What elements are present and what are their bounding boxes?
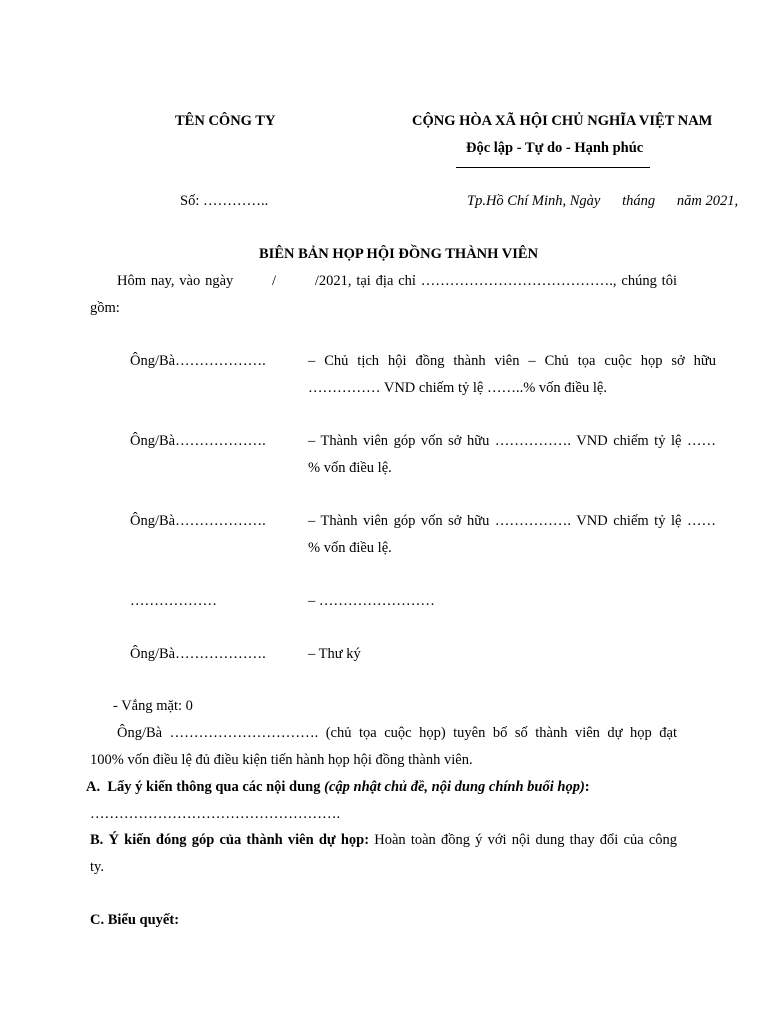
member-name: Ông/Bà………………. [130,646,266,662]
member-role: – Thành viên góp vốn sở hữu ……………. VND chiếm tỷ lệ …… [308,513,716,529]
member-role-cont: % vốn điều lệ. [308,460,392,476]
section-a-label: A. Lấy ý kiến thông qua các nội dung [86,779,325,795]
section-a-colon: : [584,779,590,795]
country-name: CỘNG HÒA XÃ HỘI CHỦ NGHĨA VIỆT NAM [412,113,713,129]
section-a-note: (cập nhật chủ đề, nội dung chính buổi họp) [324,779,585,795]
member-name: Ông/Bà………………. [130,513,266,529]
member-role: – Thành viên góp vốn sở hữu ……………. VND chiếm tỷ lệ …… [308,433,716,449]
announcement-line-1: Ông/Bà …………………………. (chủ tọa cuộc họp) tuyên bố số thành viên dự họp đạt [117,725,677,741]
place-and-date: Tp.Hồ Chí Minh, Ngày tháng năm 2021, [467,193,739,209]
intro-line-1: Hôm nay, vào ngày / /2021, tại địa chỉ …………………………………., chúng tôi [117,273,677,289]
section-a-dots: ……………………………………………. [90,806,341,822]
member-role: – Chủ tịch hội đồng thành viên – Chủ tọa cuộc họp sở hữu [308,353,716,369]
company-name: TÊN CÔNG TY [175,113,276,129]
member-name: Ông/Bà………………. [130,433,266,449]
document-title: BIÊN BẢN HỌP HỘI ĐỒNG THÀNH VIÊN [259,246,539,262]
absent-count: - Vắng mặt: 0 [113,698,193,714]
announcement-line-2: 100% vốn điều lệ đủ điều kiện tiến hành họp hội đồng thành viên. [90,752,473,768]
intro-line-2: gồm: [90,300,120,316]
member-role: – …………………… [308,593,435,609]
document-number: Số: ………….. [180,193,269,209]
member-role-cont: …………… VND chiếm tỷ lệ ……..% vốn điều lệ. [308,380,607,396]
member-name: ……………… [130,593,217,609]
member-role-cont: % vốn điều lệ. [308,540,392,556]
motto-underline [456,167,650,168]
member-name: Ông/Bà………………. [130,353,266,369]
section-b-text-cont: ty. [90,859,104,875]
national-motto: Độc lập - Tự do - Hạnh phúc [466,140,644,156]
member-role: – Thư ký [308,646,361,662]
section-b-label: B. Ý kiến đóng góp của thành viên dự họp: [90,832,370,848]
section-b-paragraph [90,832,677,849]
section-c-label: C. Biểu quyết: [90,912,180,928]
section-a-heading [86,779,590,796]
section-b-text: Hoàn toàn đồng ý với nội dung thay đổi của công [369,832,677,848]
